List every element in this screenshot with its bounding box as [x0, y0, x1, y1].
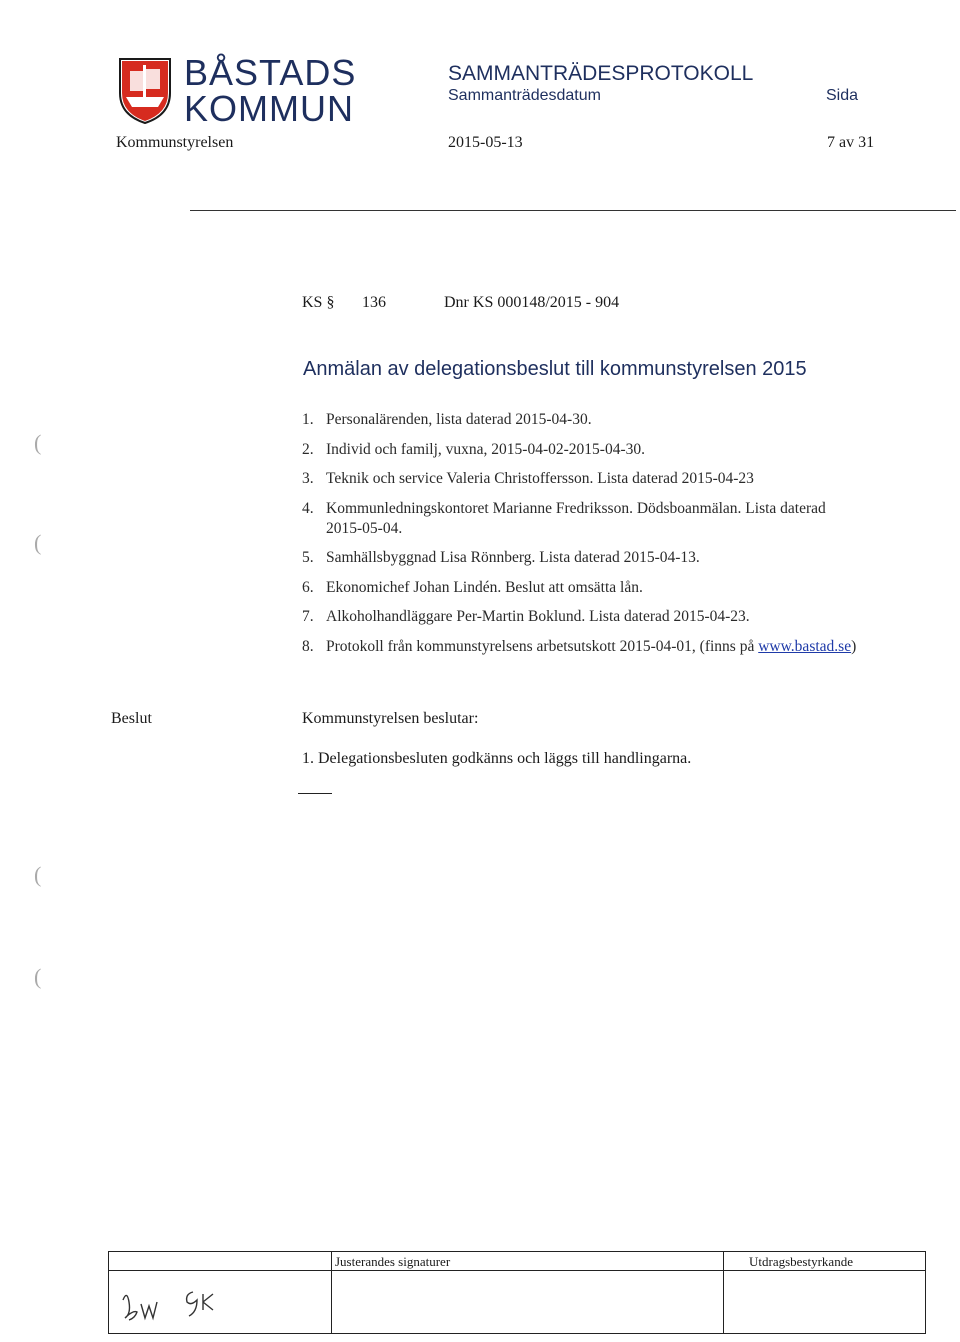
document-type: SAMMANTRÄDESPROTOKOLL [448, 62, 754, 85]
case-title: Anmälan av delegationsbeslut till kommunstyrelsen 2015 [303, 358, 807, 380]
margin-mark: ( [34, 964, 42, 989]
logo-wordmark-line1: BÅSTADS [184, 52, 357, 93]
list-item: 6. Ekonomichef Johan Lindén. Beslut att omsätta lån. [302, 578, 643, 596]
list-item: 8. Protokoll från kommunstyrelsens arbetsutskott 2015-04-01, (finns på www.bastad.se) [302, 637, 857, 655]
handwritten-initials [115, 1280, 235, 1326]
meeting-date: 2015-05-13 [448, 134, 523, 151]
website-link[interactable]: www.bastad.se [758, 637, 852, 655]
end-divider [298, 793, 332, 794]
registration-number: Dnr KS 000148/2015 - 904 [444, 294, 620, 311]
margin-mark: ( [34, 430, 42, 455]
paragraph-number: 136 [362, 294, 386, 311]
signature-table [108, 1251, 926, 1334]
list-item: 2. Individ och familj, vuxna, 2015-04-02-2015-04-30. [302, 440, 645, 458]
organization-name: Kommunstyrelsen [116, 134, 234, 151]
page-label: Sida [826, 87, 859, 104]
decision-label: Beslut [111, 710, 152, 727]
decision-heading: Kommunstyrelsen beslutar: [302, 710, 479, 727]
list-item: 7. Alkoholhandläggare Per-Martin Boklund. Lista daterad 2015-04-23. [302, 608, 750, 625]
meeting-date-label: Sammanträdesdatum [448, 87, 601, 104]
logo-wordmark-line2: KOMMUN [184, 88, 354, 129]
list-item: 1. Personalärenden, lista daterad 2015-04-30. [302, 411, 592, 428]
list-item: 4. Kommunledningskontoret Marianne Fredriksson. Dödsboanmälan. Lista daterad 2015-05-04. [302, 499, 826, 537]
delegation-list [302, 410, 862, 666]
header-divider [190, 210, 956, 211]
list-item: 5. Samhällsbyggnad Lisa Rönnberg. Lista daterad 2015-04-13. [302, 549, 700, 566]
margin-mark: ( [34, 862, 42, 887]
margin-mark: ( [34, 530, 42, 555]
paragraph-label: KS § [302, 294, 335, 311]
certificate-label: Utdragsbestyrkande [749, 1254, 853, 1269]
page-number: 7 av 31 [827, 134, 875, 151]
decision-item: 1. Delegationsbesluten godkänns och läggs till handlingarna. [302, 750, 692, 767]
signatures-label: Justerandes signaturer [335, 1254, 451, 1269]
list-item: 3. Teknik och service Valeria Christoffersson. Lista daterad 2015-04-23 [302, 470, 754, 487]
municipal-crest-icon [116, 55, 174, 125]
